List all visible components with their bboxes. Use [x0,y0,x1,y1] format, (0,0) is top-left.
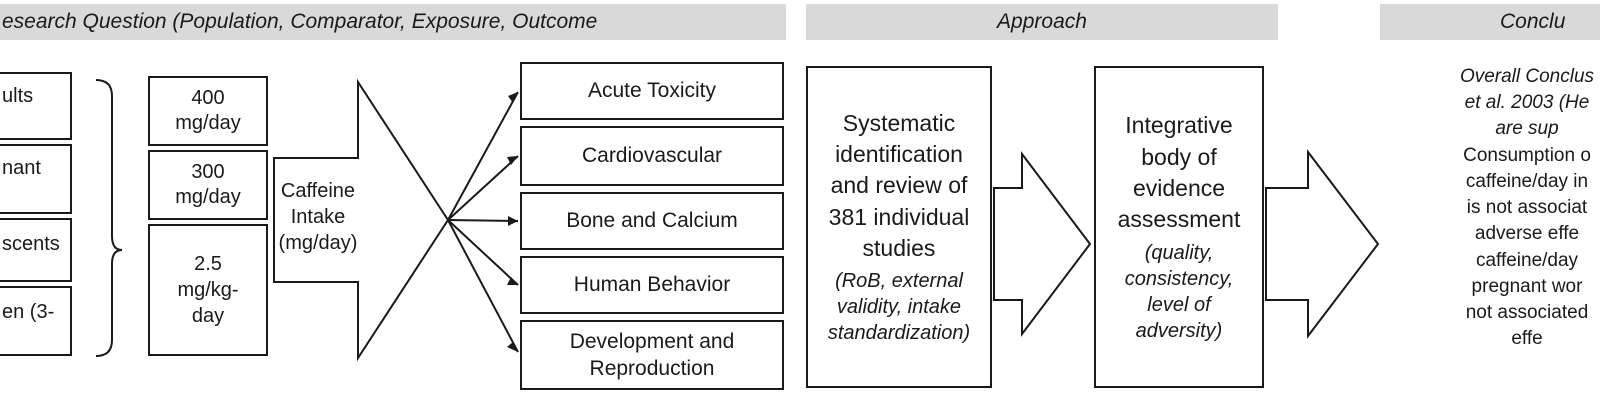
population-label: nant [2,157,41,179]
systematic-review-text: Systematic identification and review of 381 individual studies [828,109,970,261]
approach-arrow-1 [994,154,1090,334]
dose-label: 400 mg/day [175,87,241,134]
outcome-label: Cardiovascular [581,143,723,167]
outcome-label: Bone and Calcium [566,208,738,232]
population-label: en (3- [2,301,55,323]
outcome-label: Human Behavior [573,272,731,296]
outcome-label: Development and Reproduction [569,329,735,380]
systematic-review-criteria: (RoB, external validity, intake standardization) [827,270,971,345]
dose-label: 300 mg/day [175,161,241,208]
conclusion-header: Conclu [1380,4,1600,40]
fan-line-bone [448,220,518,221]
research-question-header: esearch Question (Population, Comparator, Exposure, Outcome [0,4,786,40]
fan-line-behavior [448,220,518,285]
dose-label: 2.5 mg/kg- day [177,253,239,327]
fan-arrowhead-behavior [507,277,518,285]
outcome-label: Acute Toxicity [588,78,716,102]
population-label: scents [2,233,60,255]
fan-arrowhead-bone [508,216,518,226]
fan-line-cardio [448,156,518,220]
exposure-label: Caffeine Intake (mg/day) [278,180,358,254]
population-brace [96,80,122,356]
conclusion-italic: Overall Conclus et al. 2003 (He are sup [1459,66,1595,140]
approach-header: Approach [806,4,1278,40]
population-label: ults [2,85,34,107]
integrative-assessment-text: Integrative body of evidence assessment [1117,112,1241,233]
conclusion-body: Consumption o caffeine/day in is not associat adverse effe caffeine/day pregnant wor not associated effe [1463,144,1591,350]
fan-line-development [448,220,518,352]
fan-line-acute [448,92,518,220]
integrative-assessment-criteria: (quality, consistency, level of adversity) [1124,241,1234,342]
fan-arrowhead-acute [508,92,518,103]
approach-arrow-2 [1266,152,1378,336]
